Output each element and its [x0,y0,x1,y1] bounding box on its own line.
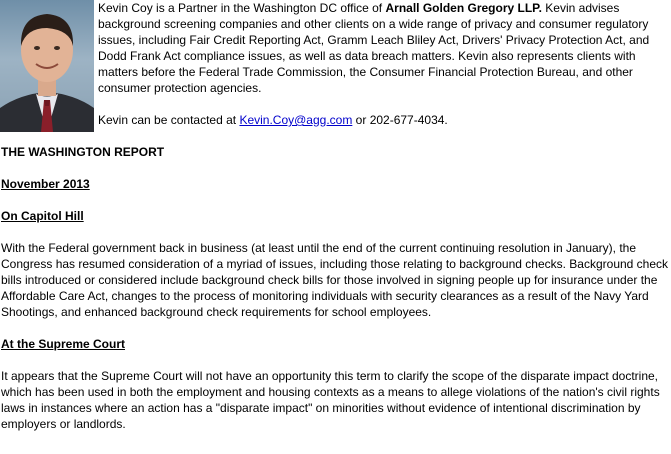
report [0,144,671,432]
bio-intro-prefix: Kevin Coy is a Partner in the Washington DC office of [98,1,386,15]
firm-name: Arnall Golden Gregory LLP. [385,1,542,15]
author-bio [0,0,671,132]
section-heading-supreme-court: At the Supreme Court [1,337,126,351]
phone-number: 202-677-4034. [369,113,448,127]
bio-intro-suffix: Kevin advises background screening companies and other clients on a wide range of privacy and consumer regulatory issues, including Fair Credit Reporting Act, Gramm Leach Bliley Act, Drivers' Privacy Protection Act, and Dodd Frank Act compliance issues, as well as data breach matters. Kevin also represents clients with matters before the Federal Trade Commission, the Consumer Financial Protection Bureau, and other consumer protection agencies. [98,1,650,95]
report-title: THE WASHINGTON REPORT [1,145,165,159]
author-photo [0,0,94,132]
contact-middle: or [352,113,370,127]
email-link[interactable]: Kevin.Coy@agg.com [239,113,353,127]
bio-paragraph [98,0,671,96]
contact-line [98,112,671,128]
section-heading-capitol-hill: On Capitol Hill [1,209,84,223]
bio-text [98,0,671,128]
report-date: November 2013 [1,177,90,191]
contact-prefix: Kevin can be contacted at [98,113,240,127]
section-body-capitol-hill: With the Federal government back in business (at least until the end of the current continuing resolution in January), the Congress has resumed consideration of a myriad of issues, including those relating to background checks. Background check bills introduced or considered include background check bills for those involved in signing people up for insurance under the Affordable Care Act, changes to the process of monitoring individuals with security clearances as a result of the Navy Yard Shootings, and enhanced background check requirements for school employees. [1,241,669,319]
section-body-supreme-court: It appears that the Supreme Court will not have an opportunity this term to clarify the scope of the disparate impact doctrine, which has been used in both the employment and housing contexts as a means to allege violations of the nation's civil rights laws in instances where an action has a "disparate impact" on minorities without evidence of intentional discrimination by employers or landlords. [1,369,660,431]
